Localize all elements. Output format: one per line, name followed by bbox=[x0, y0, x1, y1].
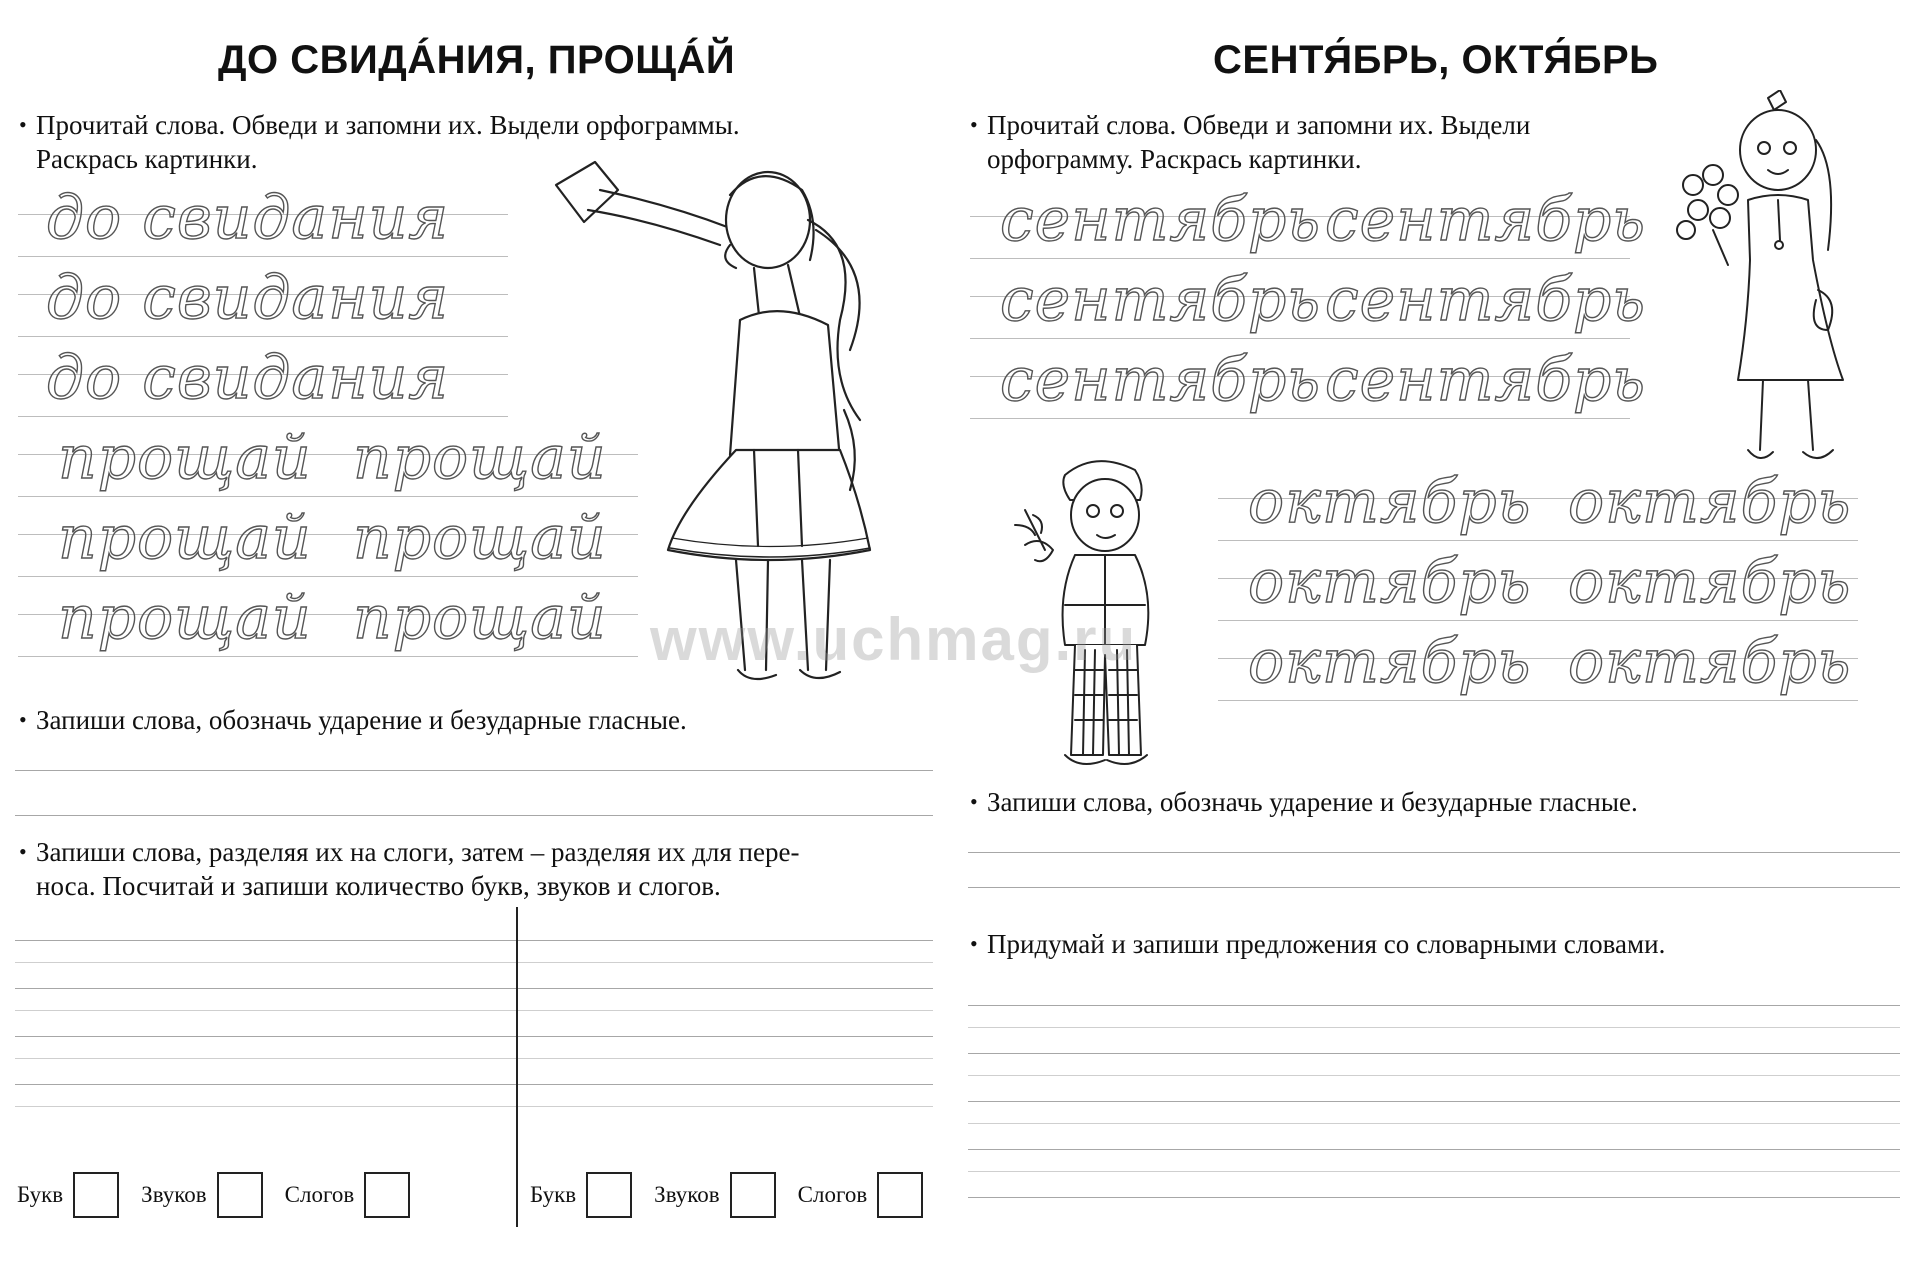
tracing-word: сентябрь bbox=[1325, 185, 1646, 255]
tracing-word: прощай bbox=[353, 583, 607, 653]
syllables-count-box[interactable] bbox=[364, 1172, 410, 1218]
copy-row bbox=[970, 185, 1646, 258]
tracing-word: сентябрь bbox=[1325, 265, 1646, 335]
left-syllable-lines bbox=[15, 940, 933, 1140]
tracing-word: октябрь bbox=[1248, 547, 1532, 617]
letters-count-box[interactable] bbox=[73, 1172, 119, 1218]
right-task-sentences bbox=[970, 927, 1666, 961]
tracing-word: октябрь bbox=[1568, 467, 1852, 537]
task-text: Раскрась картинки. bbox=[36, 144, 258, 174]
copy-row bbox=[18, 183, 508, 256]
right-task-read bbox=[970, 108, 1531, 176]
copy-row bbox=[1218, 627, 1858, 700]
sounds-label: Звуков bbox=[141, 1182, 207, 1207]
counters-left bbox=[17, 1172, 422, 1218]
tracing-word: до свидания bbox=[46, 263, 450, 333]
tracing-word: сентябрь bbox=[1000, 185, 1321, 255]
task-text: носа. Посчитай и запиши количество букв, звуков и слогов. bbox=[36, 871, 721, 901]
copy-row bbox=[970, 345, 1646, 418]
letters-label: Букв bbox=[17, 1182, 64, 1207]
right-page-title: СЕНТЯ́БРЬ, ОКТЯ́БРЬ bbox=[1213, 38, 1659, 82]
task-text: Прочитай слова. Обведи и запомни их. Выдели орфограммы. bbox=[36, 110, 740, 140]
tracing-word: прощай bbox=[58, 503, 312, 573]
sounds-label: Звуков bbox=[654, 1182, 720, 1207]
tracing-word: октябрь bbox=[1568, 627, 1852, 697]
task-text: Прочитай слова. Обведи и запомни их. Выдели bbox=[987, 110, 1531, 140]
right-task-write bbox=[970, 785, 1638, 819]
left-page-title: ДО СВИДÁНИЯ, ПРОЩÁЙ bbox=[218, 38, 736, 82]
girl-with-flowers-illustration bbox=[1668, 90, 1868, 480]
tracing-word: прощай bbox=[58, 423, 312, 493]
bullet: • bbox=[19, 839, 27, 864]
task-text: Запиши слова, разделяя их на слоги, затем – разделяя их для пере- bbox=[36, 837, 800, 867]
column-divider bbox=[516, 907, 518, 1227]
bullet: • bbox=[19, 112, 27, 137]
right-sentence-lines bbox=[968, 1005, 1900, 1205]
right-answer-lines bbox=[968, 852, 1900, 892]
bullet: • bbox=[970, 789, 978, 814]
counters-right bbox=[530, 1172, 935, 1218]
sounds-count-box[interactable] bbox=[730, 1172, 776, 1218]
tracing-word: октябрь bbox=[1248, 627, 1532, 697]
tracing-word: прощай bbox=[353, 503, 607, 573]
tracing-word: сентябрь bbox=[1000, 265, 1321, 335]
copy-row bbox=[18, 343, 508, 416]
copy-row bbox=[18, 263, 508, 336]
tracing-word: прощай bbox=[353, 423, 607, 493]
copy-row bbox=[970, 265, 1646, 338]
letters-count-box[interactable] bbox=[586, 1172, 632, 1218]
left-answer-lines bbox=[15, 770, 933, 830]
task-text: Придумай и запиши предложения со словарными словами. bbox=[987, 929, 1666, 959]
copy-row bbox=[1218, 547, 1858, 620]
tracing-word: до свидания bbox=[46, 183, 450, 253]
tracing-word: прощай bbox=[58, 583, 312, 653]
syllables-label: Слогов bbox=[284, 1182, 355, 1207]
syllables-label: Слогов bbox=[797, 1182, 868, 1207]
tracing-word: сентябрь bbox=[1325, 345, 1646, 415]
bullet: • bbox=[19, 707, 27, 732]
watermark: www.uchmag.ru bbox=[650, 606, 1138, 673]
sounds-count-box[interactable] bbox=[217, 1172, 263, 1218]
left-task-syllables bbox=[19, 835, 800, 903]
tracing-word: октябрь bbox=[1568, 547, 1852, 617]
bullet: • bbox=[970, 931, 978, 956]
left-task-write bbox=[19, 703, 687, 737]
tracing-word: до свидания bbox=[46, 343, 450, 413]
copy-row bbox=[1218, 467, 1858, 540]
letters-label: Букв bbox=[530, 1182, 577, 1207]
tracing-word: октябрь bbox=[1248, 467, 1532, 537]
bullet: • bbox=[970, 112, 978, 137]
tracing-word: сентябрь bbox=[1000, 345, 1321, 415]
task-text: Запиши слова, обозначь ударение и безударные гласные. bbox=[36, 705, 687, 735]
task-text: орфограмму. Раскрась картинки. bbox=[987, 144, 1362, 174]
syllables-count-box[interactable] bbox=[877, 1172, 923, 1218]
task-text: Запиши слова, обозначь ударение и безударные гласные. bbox=[987, 787, 1638, 817]
